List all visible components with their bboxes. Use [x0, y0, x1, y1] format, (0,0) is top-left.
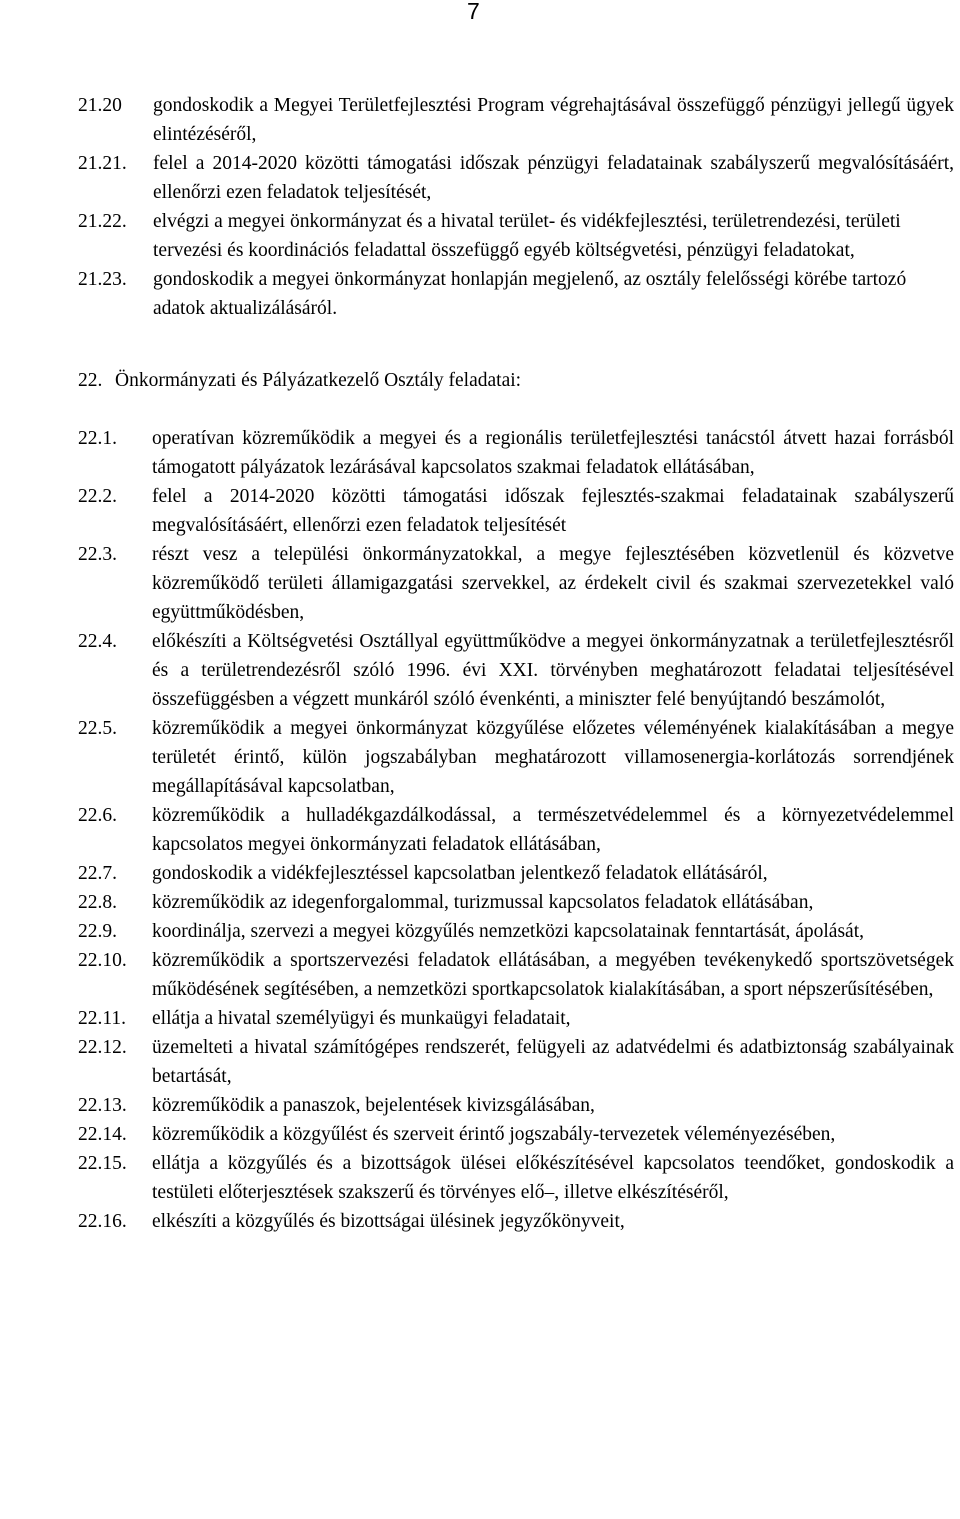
item-text: felel a 2014-2020 közötti támogatási időszak pénzügyi feladatainak szabályszerű megvalósításáért, ellenőrzi ezen feladatok teljesítését,: [153, 153, 954, 203]
item-text: elkészíti a közgyűlés és bizottságai ülésinek jegyzőkönyveit,: [152, 1211, 625, 1232]
item-number: 22.5.: [78, 718, 117, 739]
item-number: 22.15.: [78, 1153, 127, 1174]
list-section-22: [78, 424, 954, 1236]
item-text: közreműködik a panaszok, bejelentések kivizsgálásában,: [152, 1095, 595, 1116]
item-number: 22.10.: [78, 950, 127, 971]
page-number: 7: [467, 0, 480, 24]
list-item: [78, 859, 954, 888]
item-text: üzemelteti a hivatal számítógépes rendszerét, felügyeli az adatvédelmi és adatbiztonság szabályainak betartását,: [152, 1037, 954, 1087]
item-text: ellátja a hivatal személyügyi és munkaügyi feladatait,: [152, 1008, 571, 1029]
item-text: előkészíti a Költségvetési Osztállyal együttműködve a megyei önkormányzatnak a területfejlesztésről és a területrendezésről szóló 1996. évi XXI. törvényben meghatározott feladatai teljesítésével összefüggésben a végzett munkáról szóló évenkénti, a miniszter felé benyújtandó beszámolót,: [152, 631, 954, 710]
list-item: [78, 207, 954, 265]
item-text: koordinálja, szervezi a megyei közgyűlés nemzetközi kapcsolatainak fenntartását, ápolását,: [152, 921, 864, 942]
list-item: [78, 1120, 954, 1149]
item-text: elvégzi a megyei önkormányzat és a hivatal terület- és vidékfejlesztési, területrendezési, területi tervezési és koordinációs feladattal összefüggő egyéb költségvetési, pénzügyi feladatokat,: [153, 211, 901, 261]
item-number: 22.12.: [78, 1037, 127, 1058]
item-text: gondoskodik a megyei önkormányzat honlapján megjelenő, az osztály felelősségi körébe tartozó adatok aktualizálásáról.: [153, 269, 907, 319]
item-number: 22.7.: [78, 863, 117, 884]
list-item: [78, 1091, 954, 1120]
list-item: [78, 91, 954, 149]
item-number: 21.23.: [78, 269, 127, 290]
list-item: [78, 265, 954, 323]
list-item: [78, 888, 954, 917]
item-number: 22.8.: [78, 892, 117, 913]
section-title: Önkormányzati és Pályázatkezelő Osztály feladatai:: [115, 370, 522, 391]
item-text: ellátja a közgyűlés és a bizottságok ülései előkészítésével kapcsolatos teendőket, gondoskodik a testületi előterjesztések szakszerű és törvényes elő–, illetve elkészítéséről,: [152, 1153, 954, 1203]
item-number: 22.9.: [78, 921, 117, 942]
list-item: [78, 801, 954, 859]
list-item: [78, 149, 954, 207]
item-text: gondoskodik a Megyei Területfejlesztési Program végrehajtásával összefüggő pénzügyi jellegű ügyek elintézéséről,: [153, 95, 954, 145]
item-text: gondoskodik a vidékfejlesztéssel kapcsolatban jelentkező feladatok ellátásáról,: [152, 863, 768, 884]
list-item: [78, 1207, 954, 1236]
item-text: részt vesz a települési önkormányzatokkal, a megye fejlesztésében közvetlenül és közvetve közreműködő területi államigazgatási szervekkel, az érdekelt civil és szakmai szervezetekkel való együttműködésben,: [152, 544, 954, 623]
list-item: [78, 714, 954, 801]
list-item: [78, 917, 954, 946]
item-text: operatívan közreműködik a megyei és a regionális területfejlesztési tanácstól átvett hazai forrásból támogatott pályázatok lezárásával kapcsolatos szakmai feladatok ellátásában,: [152, 428, 954, 478]
section-heading: [78, 366, 954, 395]
item-number: 22.14.: [78, 1124, 127, 1145]
list-item: [78, 946, 954, 1004]
item-text: közreműködik az idegenforgalommal, turizmussal kapcsolatos feladatok ellátásában,: [152, 892, 814, 913]
item-number: 22.11.: [78, 1008, 127, 1029]
list-section-21: [78, 91, 954, 323]
item-number: 21.20: [78, 95, 122, 116]
item-number: 21.21.: [78, 153, 127, 174]
list-item: [78, 482, 954, 540]
item-text: közreműködik a megyei önkormányzat közgyűlése előzetes véleményének kialakításában a megye területét érintő, külön jogszabályban meghatározott villamosenergia-korlátozás sorrendjének megállapításával kapcsolatban,: [152, 718, 954, 797]
item-number: 22.6.: [78, 805, 117, 826]
list-item: [78, 627, 954, 714]
document-body: [78, 91, 954, 1236]
item-text: közreműködik a sportszervezési feladatok ellátásában, a megyében tevékenykedő sportszövetségek működésének segítésében, a nemzetközi sportkapcsolatok kialakításában, a sport népszerűsítésében,: [152, 950, 954, 1000]
item-number: 22.13.: [78, 1095, 127, 1116]
item-number: 22.3.: [78, 544, 117, 565]
list-item: [78, 424, 954, 482]
item-text: felel a 2014-2020 közötti támogatási időszak fejlesztés-szakmai feladatainak szabályszerű megvalósításáért, ellenőrzi ezen feladatok teljesítését: [152, 486, 954, 536]
item-number: 22.4.: [78, 631, 117, 652]
item-number: 22.2.: [78, 486, 117, 507]
list-item: [78, 1004, 954, 1033]
list-item: [78, 540, 954, 627]
section-number: 22.: [78, 370, 103, 391]
item-number: 22.1.: [78, 428, 117, 449]
item-text: közreműködik a közgyűlést és szerveit érintő jogszabály-tervezetek véleményezésében,: [152, 1124, 836, 1145]
list-item: [78, 1033, 954, 1091]
item-number: 21.22.: [78, 211, 127, 232]
item-number: 22.16.: [78, 1211, 127, 1232]
item-text: közreműködik a hulladékgazdálkodással, a természetvédelemmel és a környezetvédelemmel kapcsolatos megyei önkormányzati feladatok ellátásában,: [152, 805, 954, 855]
list-item: [78, 1149, 954, 1207]
